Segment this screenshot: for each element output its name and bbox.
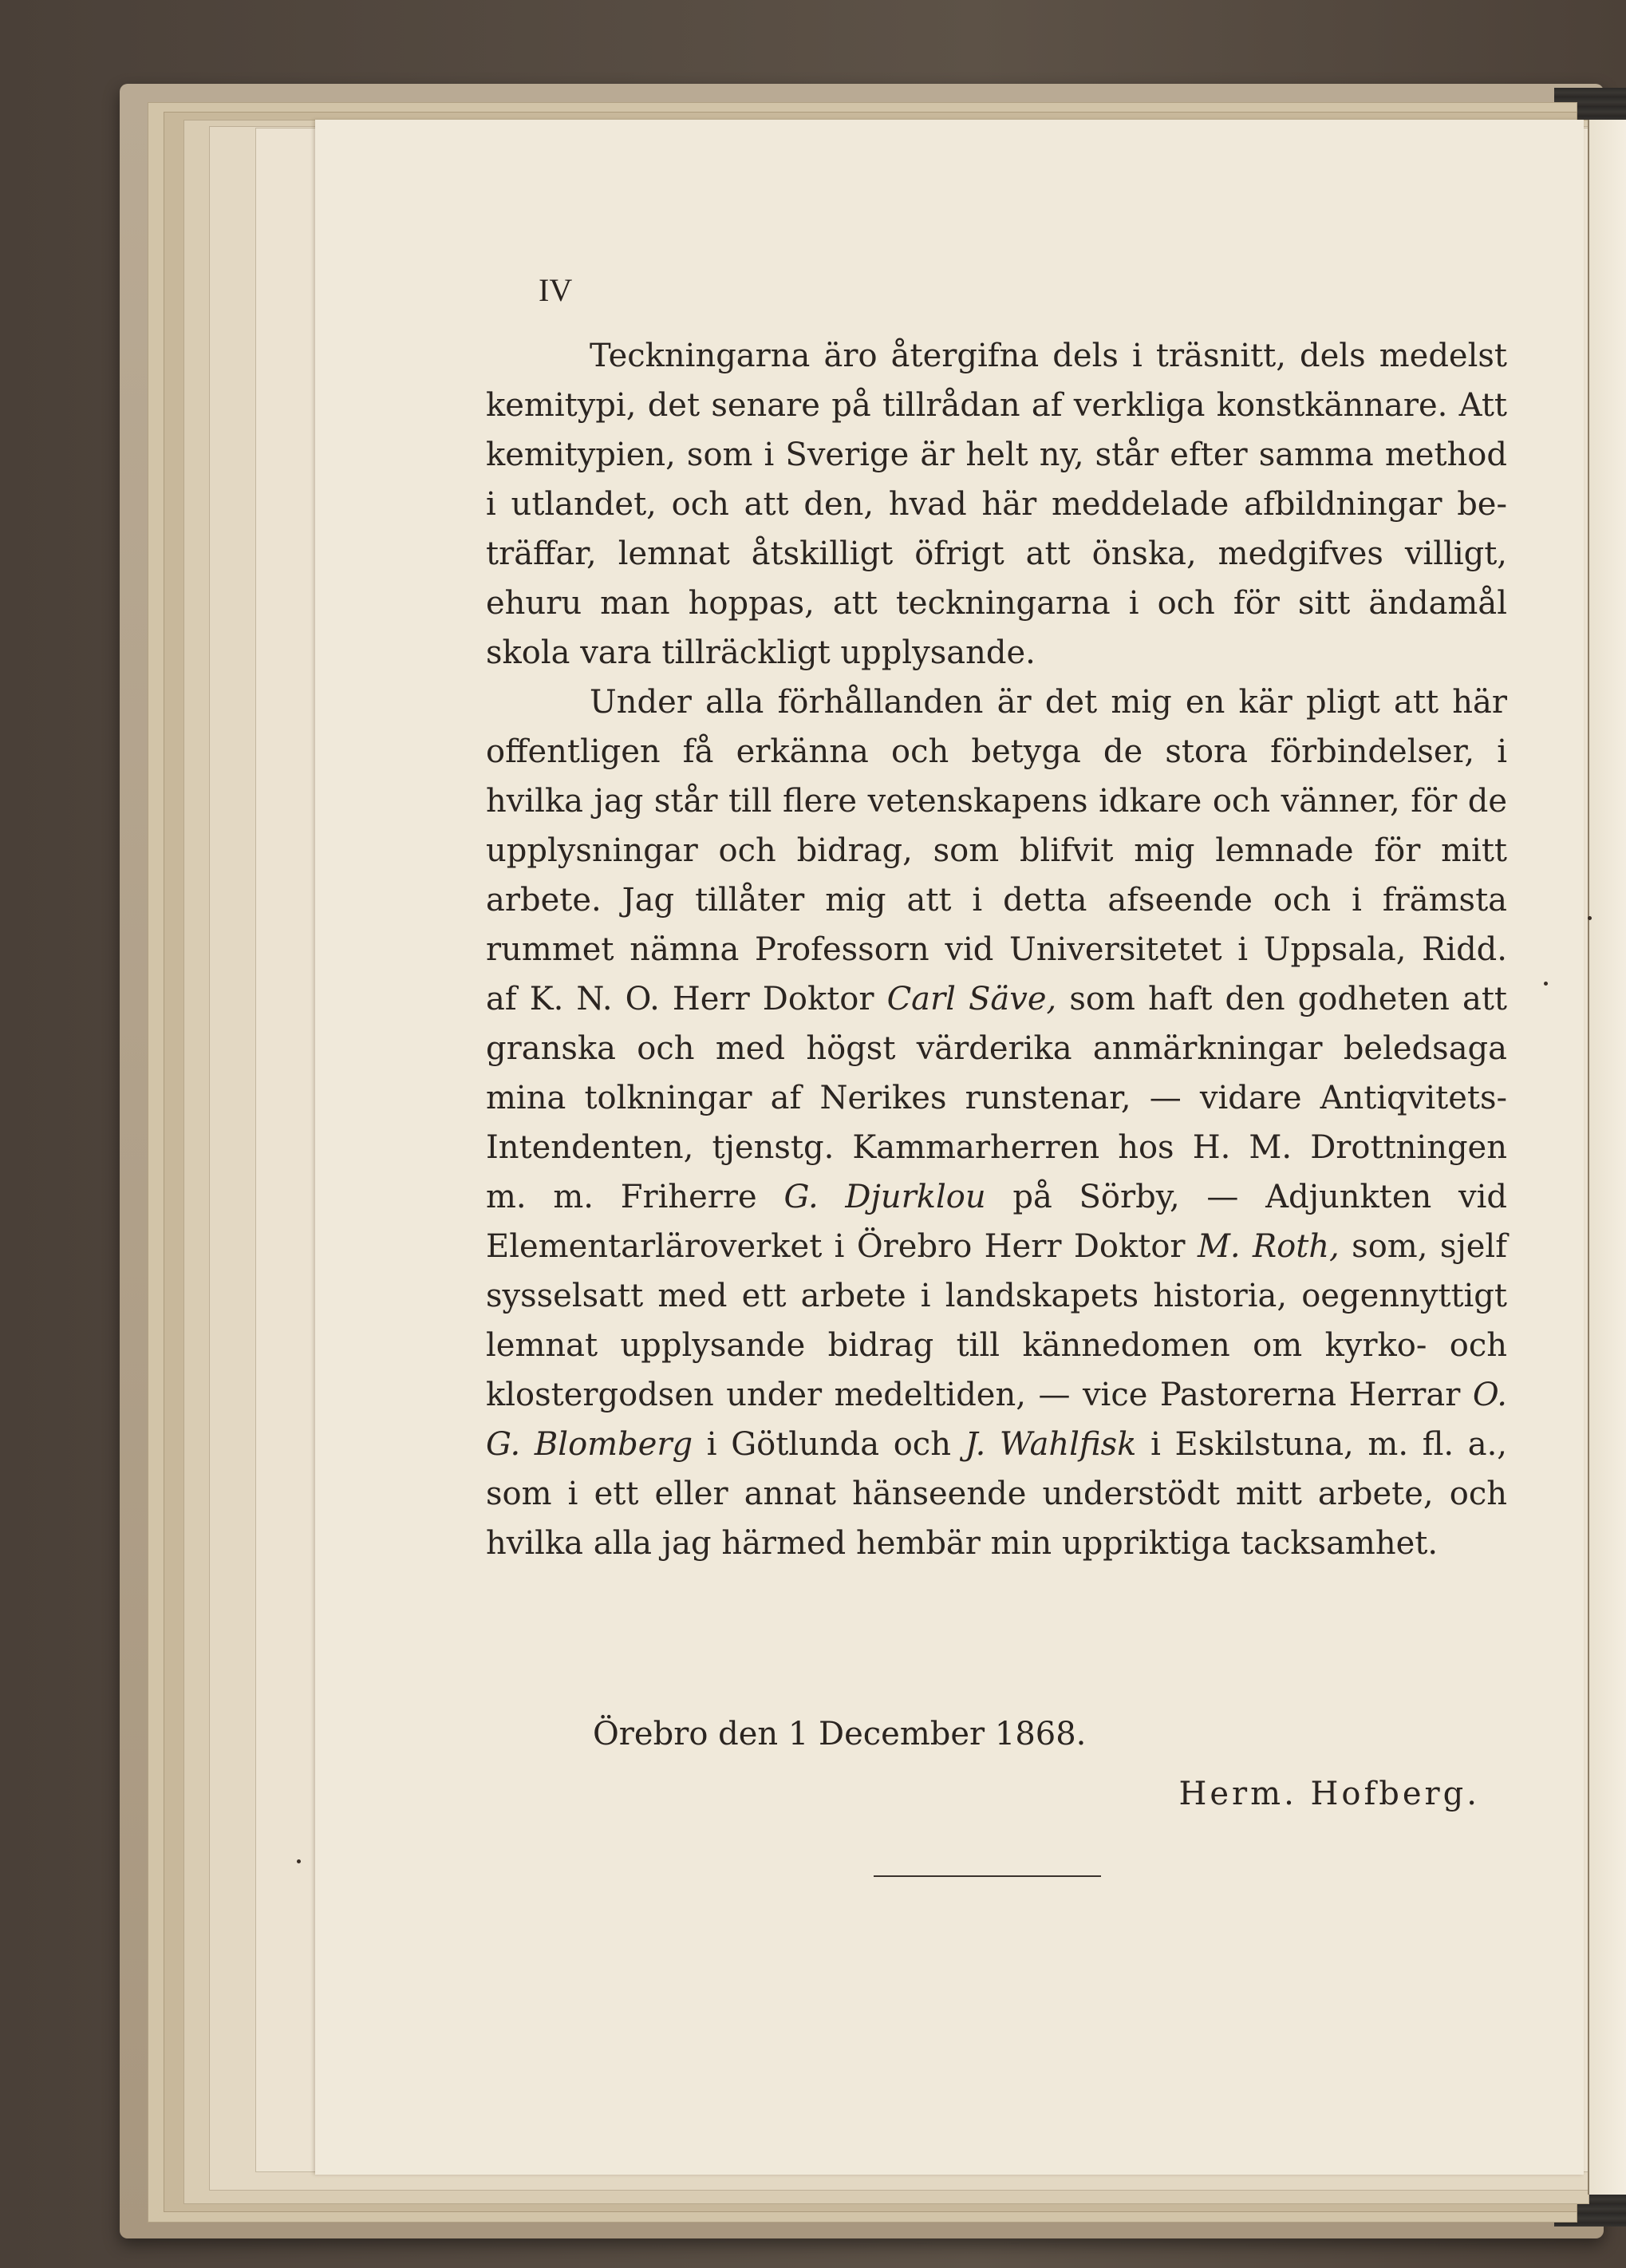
speck bbox=[297, 1859, 301, 1863]
person-name: G. Djurklou bbox=[783, 1179, 986, 1215]
paragraph-2-text: som, sjelf sysselsatt med ett arbete i landskapets historia, oegennyttigt lemnat upplysande bidrag till kännedomen om kyrko- och klostergodsen under medeltiden, — vice Pastorerna Herrar bbox=[486, 1228, 1508, 1413]
speck bbox=[1588, 916, 1592, 920]
paragraph-2-text: Under alla förhållanden är det mig en kär pligt att här offentligen få erkänna och betyga de stora förbindelser, i hvilka jag står till flere vetenskapens idkare och vänner, för de upplysningar och bidrag, som blifvit mig lemnade för mitt arbete. Jag tillåter mig att i detta afseende och i främsta rummet nämna Professorn vid Universitetet i Uppsala, Ridd. af K. N. O. Herr Doktor bbox=[486, 684, 1507, 1017]
paragraph-2 bbox=[486, 678, 1507, 1568]
paragraph-2-text: i Götlunda och bbox=[693, 1426, 965, 1463]
paragraph-2-text: i Eskilstuna, m. fl. a., som i ett eller annat hänseende understödt mitt arbete, och hvilka alla jag härmed hembär min uppriktiga tacksamhet. bbox=[486, 1426, 1508, 1562]
body-text bbox=[486, 331, 1507, 1568]
paragraph-2-text: som haft den godheten att granska och med högst värderika anmärkningar beledsaga mina tolkningar af Nerikes runstenar, — vidare Antiqvitets-Intendenten, tjenstg. Kammarherren hos H. M. Drottningen m. m. Friherre bbox=[486, 981, 1507, 1215]
signature: Herm. Hofberg. bbox=[1178, 1776, 1480, 1812]
person-name: M. Roth, bbox=[1197, 1228, 1340, 1265]
person-name: Carl Säve, bbox=[886, 981, 1057, 1017]
book-page bbox=[315, 120, 1584, 2175]
closing-rule bbox=[874, 1875, 1101, 1877]
person-name: J. Wahlfisk bbox=[965, 1426, 1137, 1463]
paragraph-2-text: på Sörby, — Adjunkten vid Elementarläroverket i Örebro Herr Doktor bbox=[486, 1179, 1507, 1265]
paragraph-1: Teckningarna äro återgifna dels i träsnitt, dels medelst kemitypi, det senare på tillrådan af verkliga konstkännare. Att kemitypien, som i Sverige är helt ny, står efter samma method i utlandet, och att den, hvad här meddelade afbildningar beträffar, lemnat åtskilligt öfrigt att önska, medgifves villigt, ehuru man hoppas, att teckningarna i och för sitt ändamål skola vara tillräckligt upplysande. bbox=[486, 338, 1507, 671]
page-number: IV bbox=[539, 272, 573, 308]
facing-page-edge bbox=[1588, 120, 1626, 2195]
speck bbox=[1544, 982, 1548, 986]
person-name: O. G. Blomberg bbox=[486, 1377, 1507, 1463]
date-line: Örebro den 1 December 1868. bbox=[593, 1716, 1087, 1752]
